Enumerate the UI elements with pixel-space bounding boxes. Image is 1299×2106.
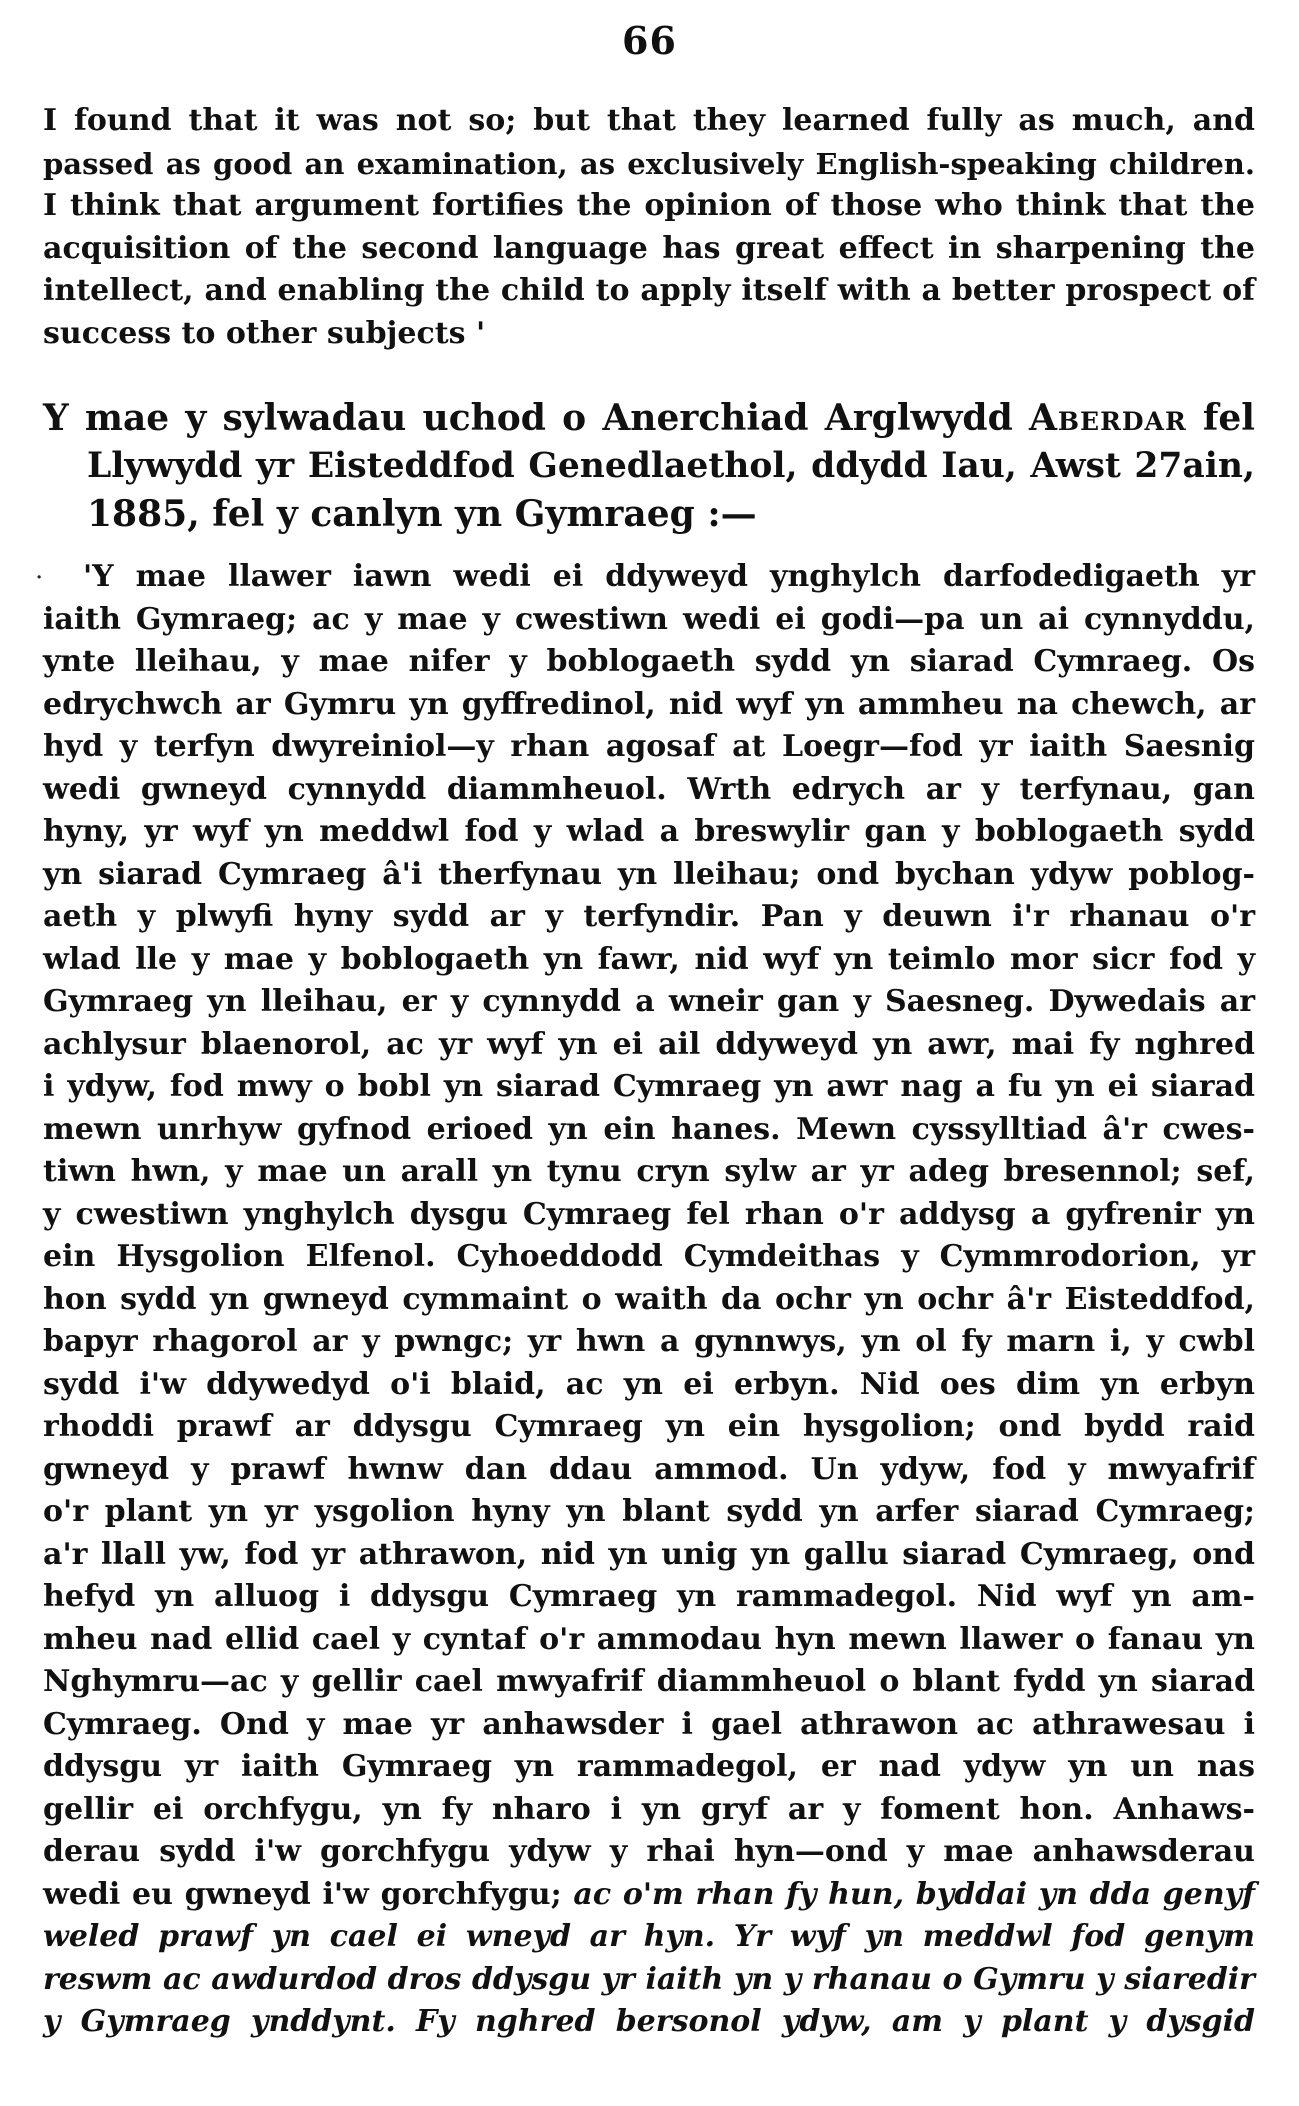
lead-text: fel [1202,397,1255,439]
text-line: gellir ei orchfygu, yn fy nharo i yn gryf ar y foment hon. Anhaws- [43,1791,1255,1827]
text-line: bapyr rhagorol ar y pwngc; yr hwn a gynnwys, yn ol fy marn i, y cwbl [43,1324,1255,1359]
text-line: achlysur blaenorol, ac yr wyf yn ei ail ddyweyd yn awr, mai fy nghred [43,1026,1255,1062]
text-line: success to other subjects ' [43,315,486,351]
text-line: rhoddi prawf ar ddysgu Cymraeg yn ein hysgolion; ond bydd raid [43,1409,1255,1444]
text-line: gwneyd y prawf hwnw dan ddau ammod. Un ydyw, fod y mwyafrif [43,1451,1255,1487]
text-line: acquisition of the second language has great effect in sharpening the [43,230,1255,266]
text-line: tiwn hwn, y mae un arall yn tynu cryn sylw ar yr adeg bresennol; sef, [43,1154,1255,1189]
text-line: edrychwch ar Gymru yn gyffredinol, nid wyf yn ammheu na chewch, ar [43,686,1255,722]
text-line: sydd i'w ddywedyd o'i blaid, ac yn ei erbyn. Nid oes dim yn erbyn [43,1366,1255,1402]
lead-text: Y mae y sylwadau uchod o Anerchiad Arglwydd [43,397,1013,439]
text-line: Nghymru—ac y gellir cael mwyafrif diammheuol o blant fydd yn siarad [43,1664,1255,1699]
text-line: Gymraeg yn lleihau, er y cynnydd a wneir gan y Saesneg. Dywedais ar [43,984,1255,1019]
text-line: mheu nad ellid cael y cyntaf o'r ammodau hyn mewn llawer o fanau yn [43,1621,1255,1657]
text-line: o'r plant yn yr ysgolion hyny yn blant sydd yn arfer siarad Cymraeg; [43,1494,1255,1529]
text-line: y cwestiwn ynghylch dysgu Cymraeg fel rhan o'r addysg a gyfrenir yn [43,1196,1255,1232]
text-line: mewn unrhyw gyfnod erioed yn ein hanes. Mewn cyssylltiad â'r cwes- [43,1111,1255,1147]
text-line: ein Hysgolion Elfenol. Cyhoeddodd Cymdeithas y Cymmrodorion, yr [43,1239,1255,1274]
italic-text: ac o'm rhan fy hun, byddai yn dda genyf [573,1876,1256,1912]
text-line: derau sydd i'w gorchfygu ydyw y rhai hyn—ond y mae anhawsderau [43,1834,1255,1869]
text-line: Llywydd yr Eisteddfod Genedlaethol, ddydd Iau, Awst 27ain, [87,446,1255,486]
text-line: ynte lleihau, y mae nifer y boblogaeth sydd yn siarad Cymraeg. Os [43,644,1255,679]
text-line: wedi gwneyd cynnydd diammheuol. Wrth edrych ar y terfynau, gan [43,771,1255,807]
text-line: intellect, and enabling the child to apply itself with a better prospect of [43,273,1255,308]
roman-text: wedi eu gwneyd i'w gorchfygu; [43,1876,562,1912]
text-line [43,394,1255,442]
text-line: hyny, yr wyf yn meddwl fod y wlad a breswylir gan y boblogaeth sydd [43,814,1255,849]
page-number: 66 [622,18,677,63]
text-line: I think that argument fortifies the opinion of those who think that the [43,188,1255,223]
text-line: 'Y mae llawer iawn wedi ei ddyweyd ynghylch darfodedigaeth yr [83,559,1255,594]
text-line: iaith Gymraeg; ac y mae y cwestiwn wedi ei godi—pa un ai cynnyddu, [43,601,1255,637]
lead-paragraph [43,394,1255,538]
italic-text-line: weled prawf yn cael ei wneyd ar hyn. Yr wyf yn meddwl fod genym [43,1919,1255,1954]
italic-text-line: y Gymraeg ynddynt. Fy nghred bersonol ydyw, am y plant y dysgid [43,2004,1255,2039]
stray-mark: · [36,567,43,588]
text-line: hon sydd yn gwneyd cymmaint o waith da ochr yn ochr â'r Eisteddfod, [43,1281,1255,1317]
text-line: hyd y terfyn dwyreiniol—y rhan agosaf at Loegr—fod yr iaith Saesnig [43,729,1255,764]
welsh-speech-paragraph [43,556,1255,2044]
english-quote-paragraph [43,100,1255,355]
text-line: yn siarad Cymraeg â'i therfynau yn lleihau; ond bychan ydyw poblog- [43,856,1255,892]
text-line: Cymraeg. Ond y mae yr anhawsder i gael athrawon ac athrawesau i [43,1706,1255,1742]
text-line: hefyd yn alluog i ddysgu Cymraeg yn rammadegol. Nid wyf yn am- [43,1579,1255,1614]
text-line: passed as good an examination, as exclusively English-speaking children. [43,146,1255,181]
text-line: 1885, fel y canlyn yn Gymraeg :— [87,493,757,535]
text-line: ddysgu yr iaith Gymraeg yn rammadegol, er nad ydyw yn un nas [43,1749,1255,1784]
text-line: i ydyw, fod mwy o bobl yn siarad Cymraeg yn awr nag a fu yn ei siarad [43,1069,1255,1104]
italic-text-line: reswm ac awdurdod dros ddysgu yr iaith yn y rhanau o Gymru y siaredir [43,1961,1255,1997]
lord-name: Aberdar [1028,397,1187,439]
text-line: aeth y plwyfi hyny sydd ar y terfyndir. Pan y deuwn i'r rhanau o'r [43,899,1255,934]
text-line: wlad lle y mae y boblogaeth yn fawr, nid wyf yn teimlo mor sicr fod y [43,941,1255,977]
text-line: I found that it was not so; but that they learned fully as much, and [43,103,1255,138]
text-line [43,1874,1255,1917]
text-line: a'r llall yw, fod yr athrawon, nid yn unig yn gallu siarad Cymraeg, ond [43,1536,1255,1572]
